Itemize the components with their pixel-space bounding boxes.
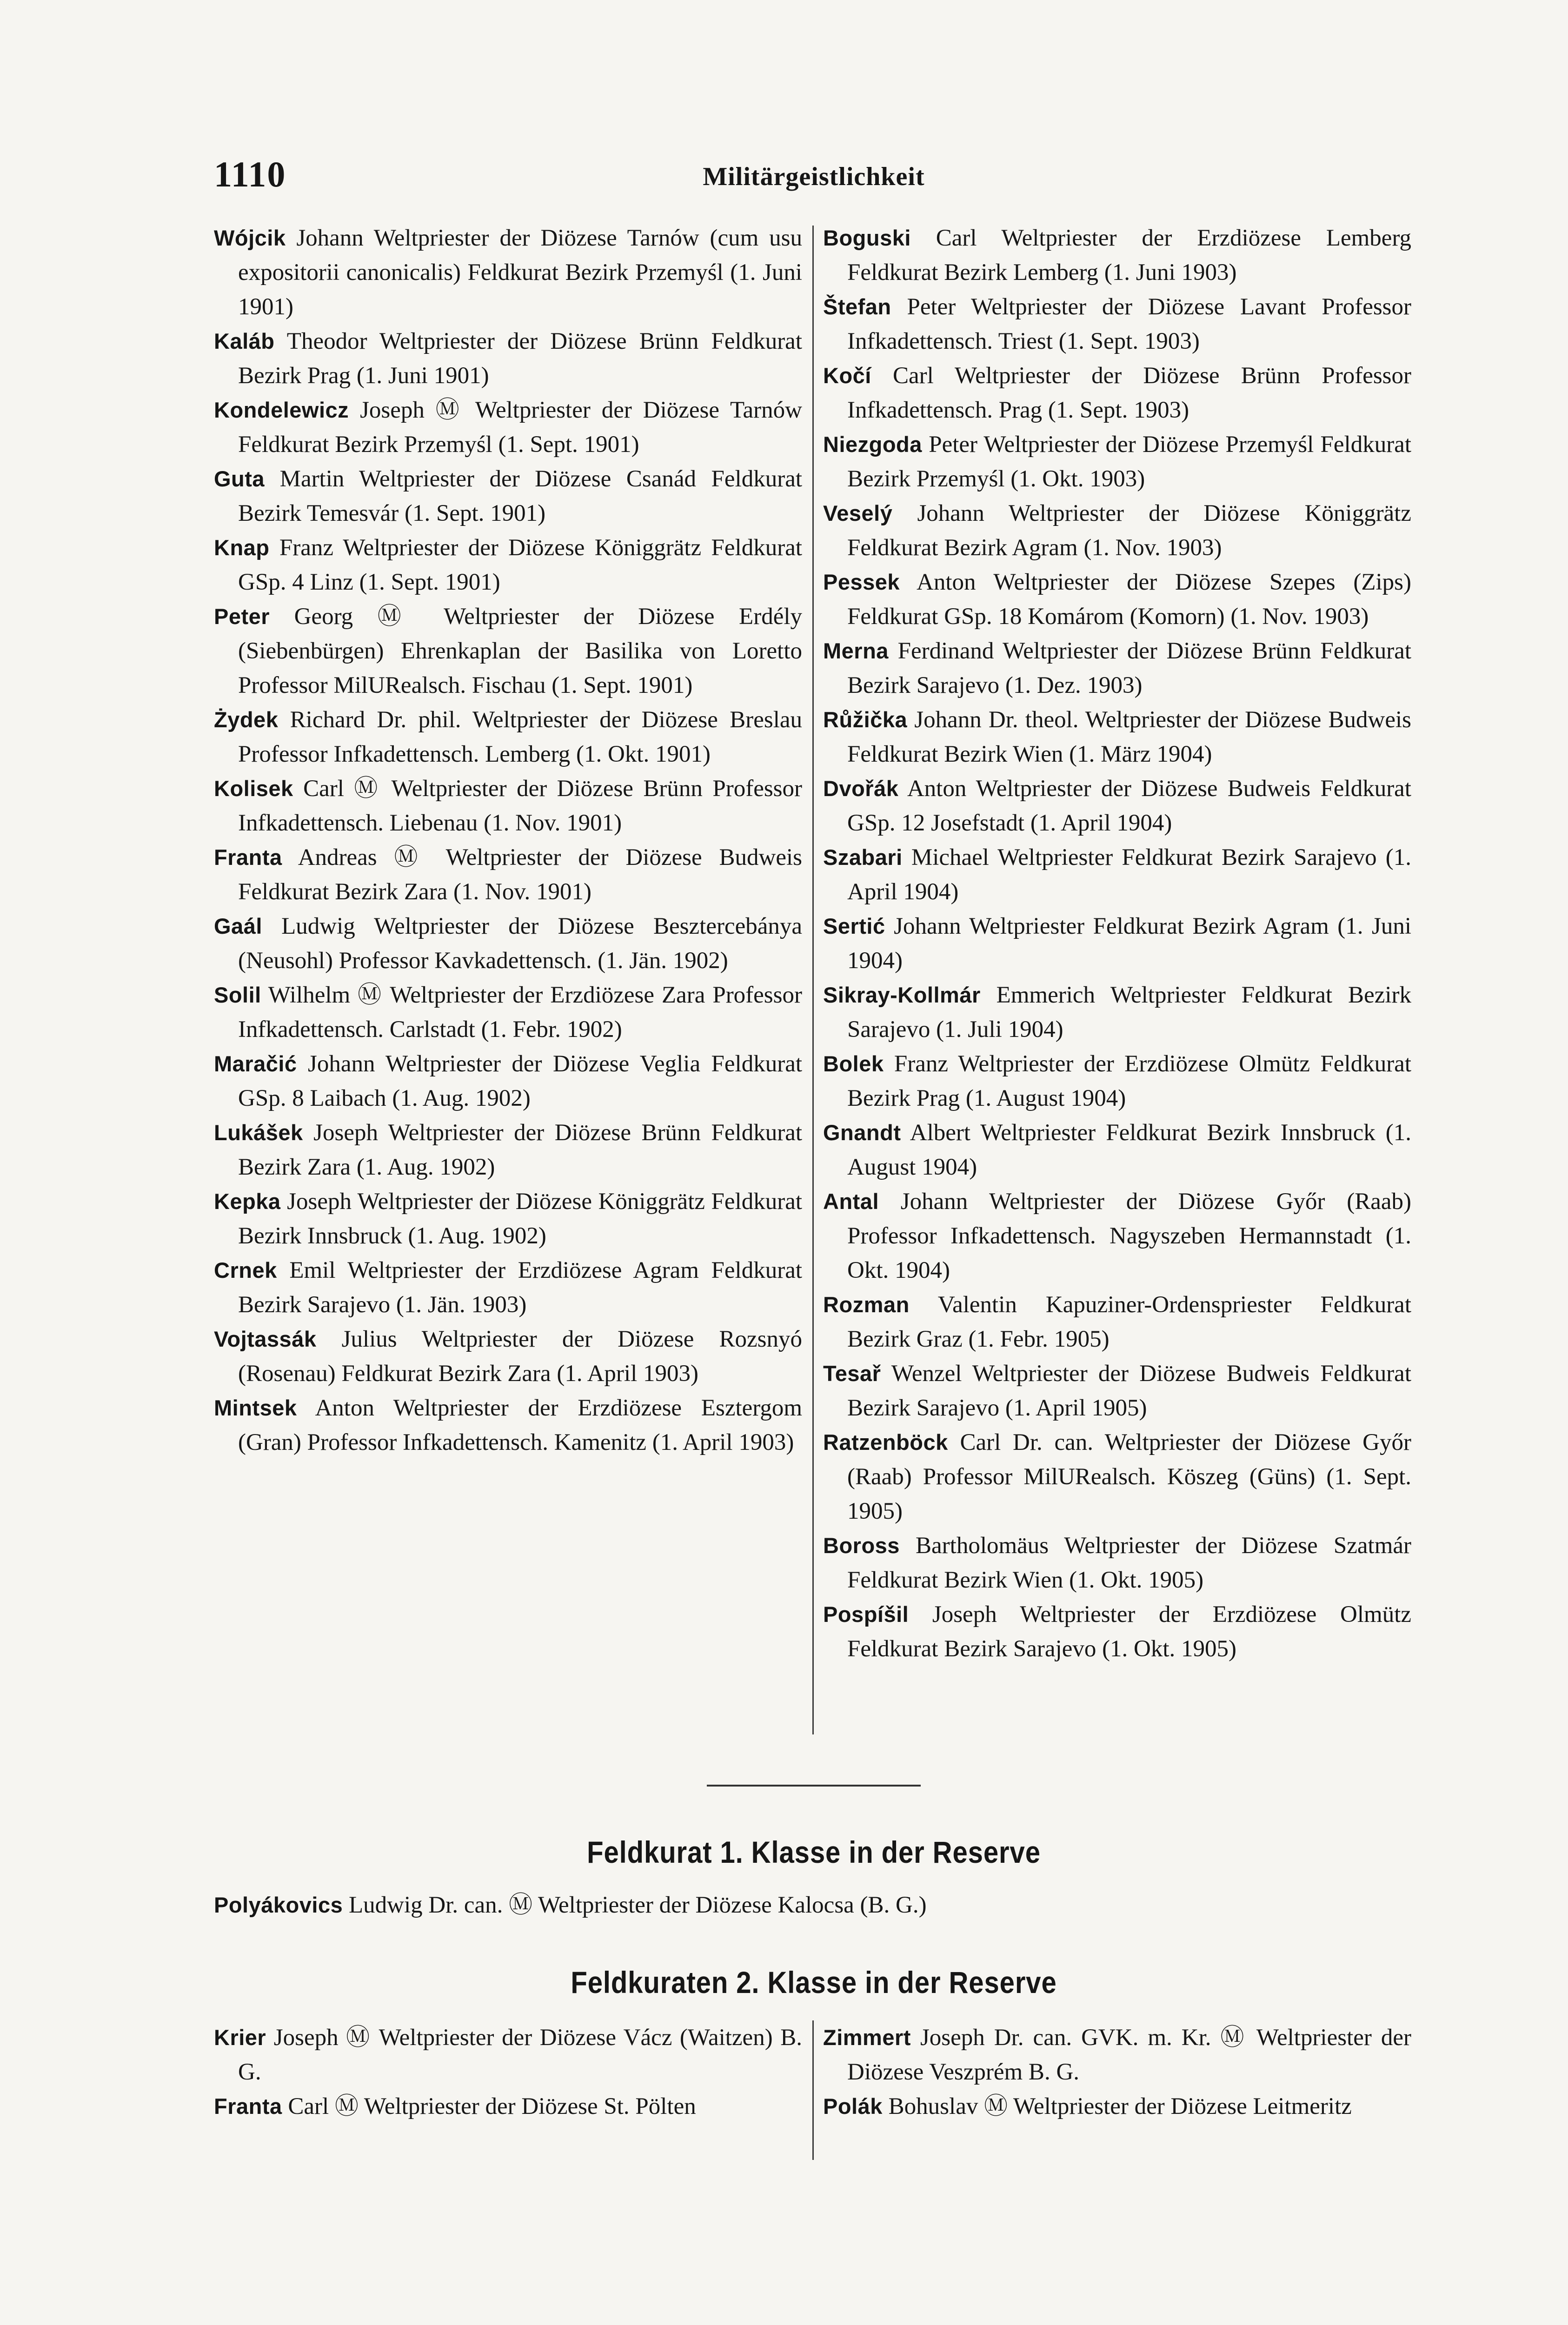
left-column bbox=[214, 221, 802, 1460]
entry-name: Gaál bbox=[214, 914, 262, 938]
entry-name: Mintsek bbox=[214, 1395, 297, 1420]
entry-text: Johann Dr. theol. Weltpriester der Diözese Budweis Feldkurat Bezirk Wien (1. März 1904) bbox=[847, 707, 1411, 767]
entry-text: Bohuslav Ⓜ Weltpriester der Diözese Leitmeritz bbox=[888, 2093, 1352, 2119]
entry bbox=[823, 290, 1411, 359]
entry bbox=[823, 565, 1411, 634]
entry-name: Solil bbox=[214, 983, 261, 1007]
column-divider bbox=[812, 226, 814, 1734]
entry bbox=[823, 1184, 1411, 1288]
section-separator-rule bbox=[707, 1785, 921, 1787]
entry bbox=[214, 324, 802, 393]
entry-text: Johann Weltpriester der Diözese Győr (Raab) Professor Infkadettensch. Nagyszeben Hermannstadt (1. Okt. 1904) bbox=[847, 1189, 1412, 1283]
entry-name: Dvořák bbox=[823, 776, 899, 801]
entry-text: Martin Weltpriester der Diözese Csanád Feldkurat Bezirk Temesvár (1. Sept. 1901) bbox=[238, 466, 803, 526]
entry-name: Zimmert bbox=[823, 2025, 911, 2050]
running-title: Militärgeistlichkeit bbox=[703, 162, 925, 191]
entry-text: Peter Weltpriester der Diözese Przemyśl Feldkurat Bezirk Przemyśl (1. Okt. 1903) bbox=[847, 432, 1412, 492]
entry-text: Johann Weltpriester der Diözese Tarnów (cum usu expositorii canonicalis) Feldkurat Bezirk Przemyśl (1. Juni 1901) bbox=[238, 225, 802, 320]
entry bbox=[214, 703, 802, 771]
entry-text: Carl Weltpriester der Diözese Brünn Professor Infkadettensch. Prag (1. Sept. 1903) bbox=[847, 363, 1412, 423]
entry-name: Sertić bbox=[823, 914, 885, 938]
entry-text: Julius Weltpriester der Diözese Rozsnyó (Rosenau) Feldkurat Bezirk Zara (1. April 1903) bbox=[238, 1326, 802, 1387]
entry bbox=[823, 1356, 1411, 1425]
entry-name: Rozman bbox=[823, 1292, 910, 1317]
entry-name: Knap bbox=[214, 535, 270, 560]
entry-text: Ludwig Weltpriester der Diözese Besztercebánya (Neusohl) Professor Kavkadettensch. (1. Jän. 1902) bbox=[238, 913, 803, 974]
entry bbox=[823, 978, 1411, 1047]
entry-text: Wilhelm Ⓜ Weltpriester der Erzdiözese Zara Professor Infkadettensch. Carlstadt (1. Febr. 1902) bbox=[238, 982, 802, 1043]
entry bbox=[823, 2020, 1411, 2089]
entry-text: Theodor Weltpriester der Diözese Brünn Feldkurat Bezirk Prag (1. Juni 1901) bbox=[238, 328, 802, 389]
reserve-2-left-column bbox=[214, 2020, 802, 2124]
entry-name: Polák bbox=[823, 2094, 883, 2119]
entry-name: Kočí bbox=[823, 363, 871, 388]
page-number: 1110 bbox=[214, 154, 286, 194]
entry-text: Peter Weltpriester der Diözese Lavant Professor Infkadettensch. Triest (1. Sept. 1903) bbox=[847, 294, 1412, 354]
entry-text: Richard Dr. phil. Weltpriester der Diözese Breslau Professor Infkadettensch. Lemberg (1. Okt. 1901) bbox=[238, 707, 802, 767]
entry-name: Lukášek bbox=[214, 1120, 303, 1145]
entry bbox=[823, 840, 1411, 909]
entry-name: Peter bbox=[214, 604, 270, 629]
entry-text: Carl Ⓜ Weltpriester der Diözese St. Pölten bbox=[288, 2093, 696, 2119]
entry-text: Carl Dr. can. Weltpriester der Diözese Győr (Raab) Professor MilURealsch. Köszeg (Güns) (1. Sept. 1905) bbox=[847, 1429, 1411, 1524]
entry-text: Emil Weltpriester der Erzdiözese Agram Feldkurat Bezirk Sarajevo (1. Jän. 1903) bbox=[238, 1257, 803, 1318]
entry bbox=[823, 1047, 1411, 1116]
entry-name: Pessek bbox=[823, 570, 900, 594]
entry-name: Crnek bbox=[214, 1258, 277, 1282]
entry-name: Růžička bbox=[823, 707, 908, 732]
entry bbox=[823, 359, 1411, 427]
entry-text: Ferdinand Weltpriester der Diözese Brünn Feldkurat Bezirk Sarajevo (1. Dez. 1903) bbox=[847, 638, 1412, 698]
entry-text: Franz Weltpriester der Diözese Königgrätz Feldkurat GSp. 4 Linz (1. Sept. 1901) bbox=[238, 535, 803, 595]
entry-text: Anton Weltpriester der Erzdiözese Esztergom (Gran) Professor Infkadettensch. Kamenitz (1. April 1903) bbox=[238, 1395, 803, 1455]
entry-text: Georg Ⓜ Weltpriester der Diözese Erdély (Siebenbürgen) Ehrenkaplan der Basilika von Loretto Professor MilURealsch. Fischau (1. Sept. 1901) bbox=[238, 604, 802, 698]
entry bbox=[214, 1184, 802, 1253]
entry bbox=[214, 1888, 1414, 1922]
running-head bbox=[214, 153, 1414, 205]
entry-name: Guta bbox=[214, 466, 265, 491]
entry-name: Szabari bbox=[823, 845, 903, 870]
entry-name: Kondelewicz bbox=[214, 398, 349, 422]
entry-text: Andreas Ⓜ Weltpriester der Diözese Budweis Feldkurat Bezirk Zara (1. Nov. 1901) bbox=[238, 844, 803, 905]
main-columns bbox=[214, 221, 1414, 1734]
reserve-2-columns bbox=[214, 2020, 1414, 2174]
entry-name: Pospíšil bbox=[823, 1602, 909, 1627]
entry bbox=[214, 2020, 802, 2089]
entry-text: Carl Weltpriester der Erzdiözese Lemberg Feldkurat Bezirk Lemberg (1. Juni 1903) bbox=[847, 225, 1412, 286]
entry-text: Franz Weltpriester der Erzdiözese Olmütz Feldkurat Bezirk Prag (1. August 1904) bbox=[847, 1051, 1412, 1111]
entry-name: Kolisek bbox=[214, 776, 293, 801]
entry-text: Johann Weltpriester Feldkurat Bezirk Agram (1. Juni 1904) bbox=[847, 913, 1411, 974]
entry-name: Franta bbox=[214, 2094, 282, 2119]
entry bbox=[823, 1116, 1411, 1184]
entry bbox=[214, 771, 802, 840]
entry bbox=[214, 840, 802, 909]
section-heading-reserve-1: Feldkurat 1. Klasse in der Reserve bbox=[587, 1835, 1041, 1869]
entry-name: Štefan bbox=[823, 294, 891, 319]
reserve-2-right-column bbox=[823, 2020, 1411, 2124]
entry-name: Bolek bbox=[823, 1051, 884, 1076]
entry-text: Joseph Ⓜ Weltpriester der Diözese Tarnów Feldkurat Bezirk Przemyśl (1. Sept. 1901) bbox=[238, 397, 803, 458]
entry-text: Joseph Weltpriester der Erzdiözese Olmütz Feldkurat Bezirk Sarajevo (1. Okt. 1905) bbox=[847, 1601, 1412, 1662]
entry-name: Krier bbox=[214, 2025, 266, 2050]
entry-name: Polyákovics bbox=[214, 1893, 343, 1917]
entry-text: Valentin Kapuziner-Ordenspriester Feldkurat Bezirk Graz (1. Febr. 1905) bbox=[847, 1292, 1411, 1352]
entry-name: Veselý bbox=[823, 501, 893, 525]
right-column bbox=[823, 221, 1411, 1666]
entry bbox=[214, 599, 802, 703]
entry-text: Bartholomäus Weltpriester der Diözese Szatmár Feldkurat Bezirk Wien (1. Okt. 1905) bbox=[847, 1533, 1411, 1593]
entry bbox=[214, 978, 802, 1047]
entry bbox=[214, 221, 802, 324]
entry-text: Carl Ⓜ Weltpriester der Diözese Brünn Professor Infkadettensch. Liebenau (1. Nov. 1901) bbox=[238, 776, 803, 836]
entry-text: Joseph Weltpriester der Diözese Brünn Feldkurat Bezirk Zara (1. Aug. 1902) bbox=[238, 1120, 802, 1180]
entry-name: Maračić bbox=[214, 1051, 297, 1076]
entry bbox=[823, 1597, 1411, 1666]
entry-text: Joseph Dr. can. GVK. m. Kr. Ⓜ Weltpriester der Diözese Veszprém B. G. bbox=[847, 2025, 1411, 2085]
entry-text: Wenzel Weltpriester der Diözese Budweis Feldkurat Bezirk Sarajevo (1. April 1905) bbox=[847, 1361, 1411, 1421]
entry bbox=[214, 1322, 802, 1391]
entry bbox=[214, 1253, 802, 1322]
entry bbox=[823, 221, 1411, 290]
entry bbox=[823, 2089, 1411, 2124]
entry-name: Vojtassák bbox=[214, 1327, 317, 1351]
entry-text: Emmerich Weltpriester Feldkurat Bezirk Sarajevo (1. Juli 1904) bbox=[847, 982, 1411, 1043]
entry bbox=[214, 1116, 802, 1184]
entry-text: Joseph Ⓜ Weltpriester der Diözese Vácz (Waitzen) B. G. bbox=[238, 2025, 802, 2085]
section-heading-reserve-2: Feldkuraten 2. Klasse in der Reserve bbox=[571, 1965, 1057, 2000]
entry-text: Joseph Weltpriester der Diözese Königgrätz Feldkurat Bezirk Innsbruck (1. Aug. 1902) bbox=[238, 1189, 803, 1249]
column-divider bbox=[812, 2020, 814, 2160]
entry bbox=[214, 1391, 802, 1460]
entry-name: Merna bbox=[823, 638, 889, 663]
entry-name: Kaláb bbox=[214, 329, 275, 353]
entry-text: Michael Weltpriester Feldkurat Bezirk Sarajevo (1. April 1904) bbox=[847, 844, 1411, 905]
entry bbox=[823, 771, 1411, 840]
entry-text: Albert Weltpriester Feldkurat Bezirk Innsbruck (1. August 1904) bbox=[847, 1120, 1412, 1180]
entry bbox=[823, 496, 1411, 565]
entry bbox=[214, 1047, 802, 1116]
entry-name: Tesař bbox=[823, 1361, 881, 1386]
entry-text: Ludwig Dr. can. Ⓜ Weltpriester der Diözese Kalocsa (B. G.) bbox=[348, 1892, 927, 1918]
entry bbox=[823, 909, 1411, 978]
entry-name: Boross bbox=[823, 1533, 900, 1558]
entry bbox=[823, 703, 1411, 771]
entry-name: Gnandt bbox=[823, 1120, 901, 1145]
entry bbox=[214, 531, 802, 599]
entry-name: Sikray-Kollmár bbox=[823, 983, 981, 1007]
entry-name: Franta bbox=[214, 845, 282, 870]
entry-text: Johann Weltpriester der Diözese Königgrätz Feldkurat Bezirk Agram (1. Nov. 1903) bbox=[847, 500, 1411, 561]
entry-name: Ratzenböck bbox=[823, 1430, 948, 1455]
entry bbox=[823, 1425, 1411, 1528]
entry bbox=[214, 2089, 802, 2124]
entry bbox=[823, 634, 1411, 703]
entry-name: Antal bbox=[823, 1189, 879, 1214]
entry-name: Boguski bbox=[823, 226, 911, 250]
entry bbox=[823, 427, 1411, 496]
entry-text: Anton Weltpriester der Diözese Budweis Feldkurat GSp. 12 Josefstadt (1. April 1904) bbox=[847, 776, 1411, 836]
entry-name: Wójcik bbox=[214, 226, 286, 250]
entry bbox=[823, 1528, 1411, 1597]
entry bbox=[214, 393, 802, 462]
entry-name: Żydek bbox=[214, 707, 279, 732]
entry-text: Anton Weltpriester der Diözese Szepes (Zips) Feldkurat GSp. 18 Komárom (Komorn) (1. Nov. 1903) bbox=[847, 569, 1411, 630]
entry-name: Kepka bbox=[214, 1189, 281, 1214]
entry-name: Niezgoda bbox=[823, 432, 922, 457]
entry bbox=[214, 462, 802, 531]
entry-text: Johann Weltpriester der Diözese Veglia Feldkurat GSp. 8 Laibach (1. Aug. 1902) bbox=[238, 1051, 802, 1111]
entry bbox=[214, 909, 802, 978]
entry bbox=[823, 1288, 1411, 1356]
